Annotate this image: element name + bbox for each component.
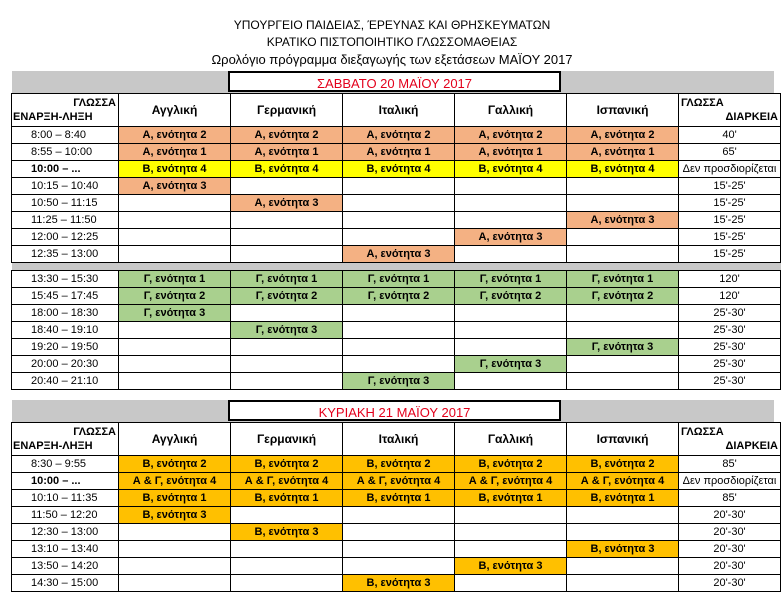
duration-cell: 25'-30' <box>679 305 781 322</box>
day2-schedule-table <box>11 422 781 592</box>
language-header: Γερμανική <box>231 423 343 456</box>
schedule-row <box>12 575 781 592</box>
exam-cell <box>231 246 343 263</box>
duration-label: ΔΙΑΡΚΕΙΑ <box>725 440 778 452</box>
exam-cell: Γ, ενότητα 1 <box>231 271 343 288</box>
duration-cell: 25'-30' <box>679 339 781 356</box>
schedule-row <box>12 558 781 575</box>
exam-cell: Β, ενότητα 1 <box>119 490 231 507</box>
exam-cell: Γ, ενότητα 2 <box>567 288 679 305</box>
exam-cell: Α, ενότητα 1 <box>119 144 231 161</box>
exam-cell: Α & Γ, ενότητα 4 <box>343 473 455 490</box>
time-cell: 18:40 – 19:10 <box>12 322 119 339</box>
exam-cell <box>567 178 679 195</box>
exam-cell <box>343 524 455 541</box>
exam-cell <box>119 558 231 575</box>
exam-cell <box>119 339 231 356</box>
exam-cell: Β, ενότητα 2 <box>119 456 231 473</box>
exam-cell <box>455 178 567 195</box>
exam-cell: Α & Γ, ενότητα 4 <box>455 473 567 490</box>
duration-cell: 25'-30' <box>679 322 781 339</box>
time-cell: 18:00 – 18:30 <box>12 305 119 322</box>
exam-cell <box>231 507 343 524</box>
exam-cell <box>455 524 567 541</box>
exam-cell <box>455 575 567 592</box>
exam-cell: Β, ενότητα 3 <box>119 507 231 524</box>
exam-cell <box>231 373 343 390</box>
exam-cell <box>455 541 567 558</box>
exam-cell <box>343 339 455 356</box>
time-cell: 11:25 – 11:50 <box>12 212 119 229</box>
duration-cell: 120' <box>679 288 781 305</box>
exam-cell <box>119 524 231 541</box>
exam-cell <box>343 541 455 558</box>
time-cell: 14:30 – 15:00 <box>12 575 119 592</box>
time-cell: 13:50 – 14:20 <box>12 558 119 575</box>
schedule-row <box>12 541 781 558</box>
exam-cell <box>119 373 231 390</box>
exam-cell: Β, ενότητα 2 <box>567 456 679 473</box>
duration-cell: 20'-30' <box>679 507 781 524</box>
duration-cell: 85' <box>679 490 781 507</box>
duration-cell: Δεν προσδιορίζεται <box>679 473 781 490</box>
ministry-heading: ΥΠΟΥΡΓΕΙΟ ΠΑΙΔΕΙΑΣ, ΈΡΕΥΝΑΣ ΚΑΙ ΘΡΗΣΚΕΥΜΑΤΩΝ <box>233 18 551 32</box>
exam-cell: Α, ενότητα 1 <box>567 144 679 161</box>
exam-cell <box>119 575 231 592</box>
exam-cell: Β, ενότητα 1 <box>567 490 679 507</box>
exam-cell: Α, ενότητα 1 <box>343 144 455 161</box>
language-header: Ισπανική <box>567 423 679 456</box>
exam-cell: Γ, ενότητα 2 <box>231 288 343 305</box>
time-range-label: ΕΝΑΡΞΗ-ΛΗΞΗ <box>13 440 93 452</box>
exam-cell <box>231 229 343 246</box>
exam-cell: Β, ενότητα 2 <box>455 456 567 473</box>
language-header: Ιταλική <box>343 423 455 456</box>
exam-cell: Γ, ενότητα 3 <box>119 305 231 322</box>
language-header: Γαλλική <box>455 94 567 127</box>
exam-cell: Β, ενότητα 4 <box>343 161 455 178</box>
time-cell: 20:00 – 20:30 <box>12 356 119 373</box>
exam-cell: Α, ενότητα 1 <box>455 144 567 161</box>
schedule-row <box>12 246 781 263</box>
time-cell: 8:30 – 9:55 <box>12 456 119 473</box>
exam-cell <box>119 212 231 229</box>
schedule-row <box>12 271 781 288</box>
schedule-row <box>12 356 781 373</box>
duration-cell: 15'-25' <box>679 246 781 263</box>
schedule-row <box>12 212 781 229</box>
language-label: ΓΛΩΣΣΑ <box>681 426 724 438</box>
schedule-row <box>12 524 781 541</box>
schedule-row <box>12 144 781 161</box>
exam-cell: Β, ενότητα 4 <box>455 161 567 178</box>
exam-cell: Α, ενότητα 2 <box>231 127 343 144</box>
exam-cell <box>455 246 567 263</box>
time-cell: 12:35 – 13:00 <box>12 246 119 263</box>
exam-cell: Α & Γ, ενότητα 4 <box>567 473 679 490</box>
exam-cell <box>343 229 455 246</box>
duration-cell: 120' <box>679 271 781 288</box>
exam-cell <box>119 541 231 558</box>
exam-cell: Α, ενότητα 2 <box>119 127 231 144</box>
schedule-row <box>12 322 781 339</box>
schedule-row <box>12 178 781 195</box>
exam-cell: Α, ενότητα 3 <box>231 195 343 212</box>
language-label: ΓΛΩΣΣΑ <box>73 426 116 438</box>
time-cell: 20:40 – 21:10 <box>12 373 119 390</box>
exam-cell <box>455 507 567 524</box>
break-separator-row <box>12 263 781 271</box>
exam-cell <box>343 305 455 322</box>
exam-cell: Γ, ενότητα 3 <box>455 356 567 373</box>
exam-cell <box>119 246 231 263</box>
exam-cell: Α, ενότητα 2 <box>567 127 679 144</box>
exam-cell <box>567 373 679 390</box>
exam-cell <box>567 229 679 246</box>
exam-cell: Γ, ενότητα 3 <box>567 339 679 356</box>
duration-cell: 15'-25' <box>679 195 781 212</box>
duration-cell: 65' <box>679 144 781 161</box>
exam-cell: Γ, ενότητα 3 <box>343 373 455 390</box>
duration-cell: 25'-30' <box>679 356 781 373</box>
time-cell: 10:10 – 11:35 <box>12 490 119 507</box>
time-cell: 13:30 – 15:30 <box>12 271 119 288</box>
day1-schedule-table <box>11 93 781 390</box>
exam-cell: Β, ενότητα 4 <box>567 161 679 178</box>
exam-cell: Γ, ενότητα 1 <box>567 271 679 288</box>
language-header: Αγγλική <box>119 94 231 127</box>
language-header: Ιταλική <box>343 94 455 127</box>
exam-cell: Β, ενότητα 3 <box>231 524 343 541</box>
language-duration-header <box>679 423 781 456</box>
exam-cell: Β, ενότητα 3 <box>455 558 567 575</box>
exam-cell <box>231 558 343 575</box>
exam-cell <box>567 558 679 575</box>
exam-cell <box>567 195 679 212</box>
exam-cell: Γ, ενότητα 2 <box>455 288 567 305</box>
duration-cell: 20'-30' <box>679 575 781 592</box>
exam-cell: Γ, ενότητα 2 <box>343 288 455 305</box>
exam-cell <box>343 507 455 524</box>
exam-cell: Γ, ενότητα 1 <box>455 271 567 288</box>
time-cell: 15:45 – 17:45 <box>12 288 119 305</box>
time-cell: 10:00 – ... <box>12 161 119 178</box>
language-header: Γερμανική <box>231 94 343 127</box>
exam-cell <box>343 178 455 195</box>
exam-cell <box>455 212 567 229</box>
duration-cell: 20'-30' <box>679 541 781 558</box>
language-label: ΓΛΩΣΣΑ <box>681 97 724 109</box>
exam-cell <box>119 322 231 339</box>
exam-cell: Γ, ενότητα 1 <box>119 271 231 288</box>
schedule-row <box>12 490 781 507</box>
duration-cell: 85' <box>679 456 781 473</box>
schedule-row <box>12 473 781 490</box>
exam-cell: Α & Γ, ενότητα 4 <box>119 473 231 490</box>
exam-cell: Α, ενότητα 3 <box>119 178 231 195</box>
exam-cell: Β, ενότητα 1 <box>231 490 343 507</box>
time-cell: 10:00 – ... <box>12 473 119 490</box>
header-row <box>12 94 781 127</box>
time-cell: 10:15 – 10:40 <box>12 178 119 195</box>
exam-cell <box>231 178 343 195</box>
schedule-row <box>12 195 781 212</box>
exam-cell: Α, ενότητα 1 <box>231 144 343 161</box>
exam-cell: Β, ενότητα 1 <box>343 490 455 507</box>
language-header: Γαλλική <box>455 423 567 456</box>
break-separator <box>12 263 781 271</box>
exam-cell: Β, ενότητα 1 <box>455 490 567 507</box>
exam-cell: Β, ενότητα 4 <box>231 161 343 178</box>
duration-label: ΔΙΑΡΚΕΙΑ <box>725 111 778 123</box>
institution-heading: ΚΡΑΤΙΚΟ ΠΙΣΤΟΠΟΙΗΤΙΚΟ ΓΛΩΣΣΟΜΑΘΕΙΑΣ <box>266 35 518 49</box>
time-cell: 12:30 – 13:00 <box>12 524 119 541</box>
language-header: Αγγλική <box>119 423 231 456</box>
exam-cell <box>231 575 343 592</box>
exam-cell: Β, ενότητα 2 <box>343 456 455 473</box>
time-cell: 13:10 – 13:40 <box>12 541 119 558</box>
schedule-row <box>12 305 781 322</box>
exam-cell: Α & Γ, ενότητα 4 <box>231 473 343 490</box>
exam-cell: Α, ενότητα 3 <box>567 212 679 229</box>
exam-cell <box>231 339 343 356</box>
time-cell: 10:50 – 11:15 <box>12 195 119 212</box>
exam-cell <box>567 246 679 263</box>
exam-cell <box>119 356 231 373</box>
exam-cell: Γ, ενότητα 2 <box>119 288 231 305</box>
schedule-row <box>12 161 781 178</box>
exam-cell <box>343 322 455 339</box>
day2-label: ΚΥΡΙΑΚΗ 21 ΜΑΪΟΥ 2017 <box>228 400 561 421</box>
exam-cell: Γ, ενότητα 3 <box>231 322 343 339</box>
page-title: Ωρολόγιο πρόγραμμα διεξαγωγής των εξετάσεων ΜΑΪΟΥ 2017 <box>211 52 573 67</box>
exam-cell <box>567 507 679 524</box>
language-time-header <box>12 94 119 127</box>
exam-cell: Β, ενότητα 4 <box>119 161 231 178</box>
exam-cell <box>231 541 343 558</box>
duration-cell: 20'-30' <box>679 558 781 575</box>
exam-cell <box>231 356 343 373</box>
day1-label: ΣΑΒΒΑΤΟ 20 ΜΑΪΟΥ 2017 <box>228 71 561 92</box>
exam-cell <box>343 356 455 373</box>
exam-cell <box>455 195 567 212</box>
exam-cell <box>455 322 567 339</box>
exam-cell <box>567 322 679 339</box>
exam-cell <box>119 195 231 212</box>
exam-cell <box>567 305 679 322</box>
duration-cell: 20'-30' <box>679 524 781 541</box>
exam-cell <box>343 558 455 575</box>
exam-cell: Β, ενότητα 3 <box>567 541 679 558</box>
time-range-label: ΕΝΑΡΞΗ-ΛΗΞΗ <box>13 111 93 123</box>
language-duration-header <box>679 94 781 127</box>
exam-cell: Α, ενότητα 3 <box>343 246 455 263</box>
exam-cell <box>567 524 679 541</box>
language-time-header <box>12 423 119 456</box>
language-label: ΓΛΩΣΣΑ <box>73 97 116 109</box>
schedule-row <box>12 229 781 246</box>
exam-cell <box>567 575 679 592</box>
duration-cell: Δεν προσδιορίζεται <box>679 161 781 178</box>
schedule-row <box>12 373 781 390</box>
exam-cell <box>567 356 679 373</box>
exam-cell <box>455 305 567 322</box>
time-cell: 19:20 – 19:50 <box>12 339 119 356</box>
exam-cell: Β, ενότητα 3 <box>343 575 455 592</box>
schedule-row <box>12 507 781 524</box>
duration-cell: 40' <box>679 127 781 144</box>
duration-cell: 25'-30' <box>679 373 781 390</box>
exam-cell <box>231 305 343 322</box>
exam-cell <box>455 373 567 390</box>
exam-cell <box>231 212 343 229</box>
time-cell: 12:00 – 12:25 <box>12 229 119 246</box>
exam-cell: Γ, ενότητα 1 <box>343 271 455 288</box>
exam-cell <box>119 229 231 246</box>
duration-cell: 15'-25' <box>679 229 781 246</box>
duration-cell: 15'-25' <box>679 212 781 229</box>
exam-cell <box>343 195 455 212</box>
language-header: Ισπανική <box>567 94 679 127</box>
exam-cell: Α, ενότητα 3 <box>455 229 567 246</box>
time-cell: 11:50 – 12:20 <box>12 507 119 524</box>
time-cell: 8:00 – 8:40 <box>12 127 119 144</box>
schedule-row <box>12 127 781 144</box>
exam-cell <box>343 212 455 229</box>
exam-cell <box>455 339 567 356</box>
time-cell: 8:55 – 10:00 <box>12 144 119 161</box>
exam-cell: Α, ενότητα 2 <box>455 127 567 144</box>
schedule-row <box>12 456 781 473</box>
header-row <box>12 423 781 456</box>
exam-cell: Α, ενότητα 2 <box>343 127 455 144</box>
duration-cell: 15'-25' <box>679 178 781 195</box>
exam-cell: Β, ενότητα 2 <box>231 456 343 473</box>
schedule-row <box>12 288 781 305</box>
schedule-row <box>12 339 781 356</box>
